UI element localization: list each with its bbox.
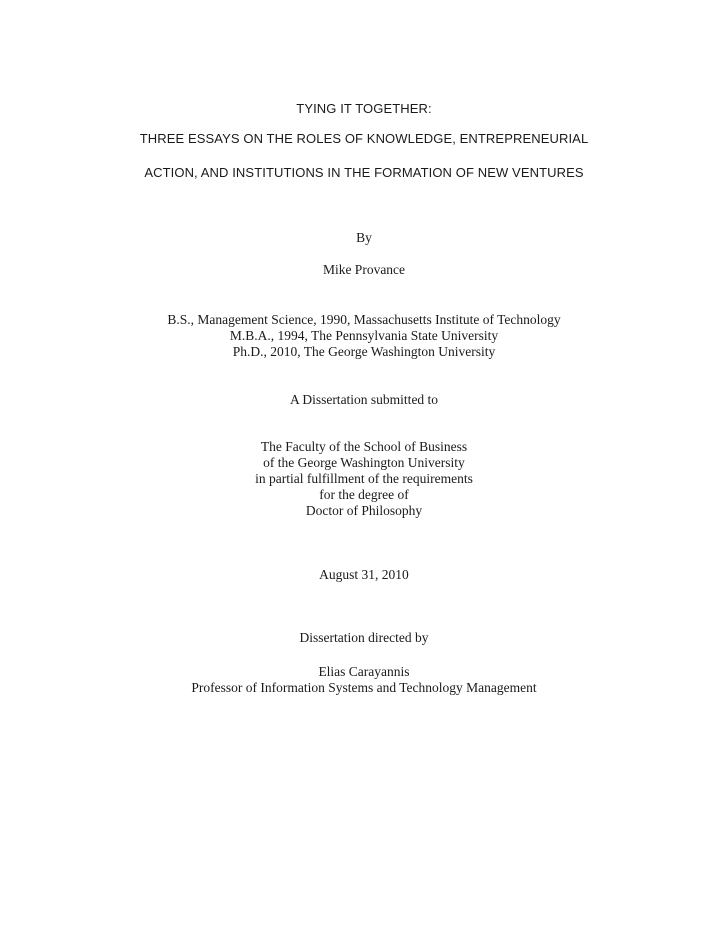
- director-title: Professor of Information Systems and Technology Management: [191, 680, 537, 695]
- degree-bs: B.S., Management Science, 1990, Massachusetts Institute of Technology: [167, 312, 561, 327]
- degree-mba: M.B.A., 1994, The Pennsylvania State University: [229, 328, 499, 343]
- by-label: By: [356, 230, 372, 245]
- title-line-2: THREE ESSAYS ON THE ROLES OF KNOWLEDGE, ENTREPRENEURIAL: [139, 131, 589, 146]
- title-line-1: TYING IT TOGETHER:: [296, 101, 432, 116]
- submission-line-4: for the degree of: [319, 487, 409, 502]
- degree-phd: Ph.D., 2010, The George Washington University: [232, 344, 496, 359]
- submission-date: August 31, 2010: [319, 567, 409, 582]
- title-line-3: ACTION, AND INSTITUTIONS IN THE FORMATION OF NEW VENTURES: [144, 165, 584, 180]
- director-name: Elias Carayannis: [318, 664, 410, 679]
- submission-line-2: of the George Washington University: [263, 455, 465, 470]
- author-name: Mike Provance: [322, 262, 406, 277]
- submission-intro: A Dissertation submitted to: [289, 392, 439, 407]
- submission-line-1: The Faculty of the School of Business: [260, 439, 468, 454]
- direction-label: Dissertation directed by: [299, 630, 429, 645]
- submission-line-3: in partial fulfillment of the requirements: [255, 471, 473, 486]
- degree-name: Doctor of Philosophy: [305, 503, 423, 518]
